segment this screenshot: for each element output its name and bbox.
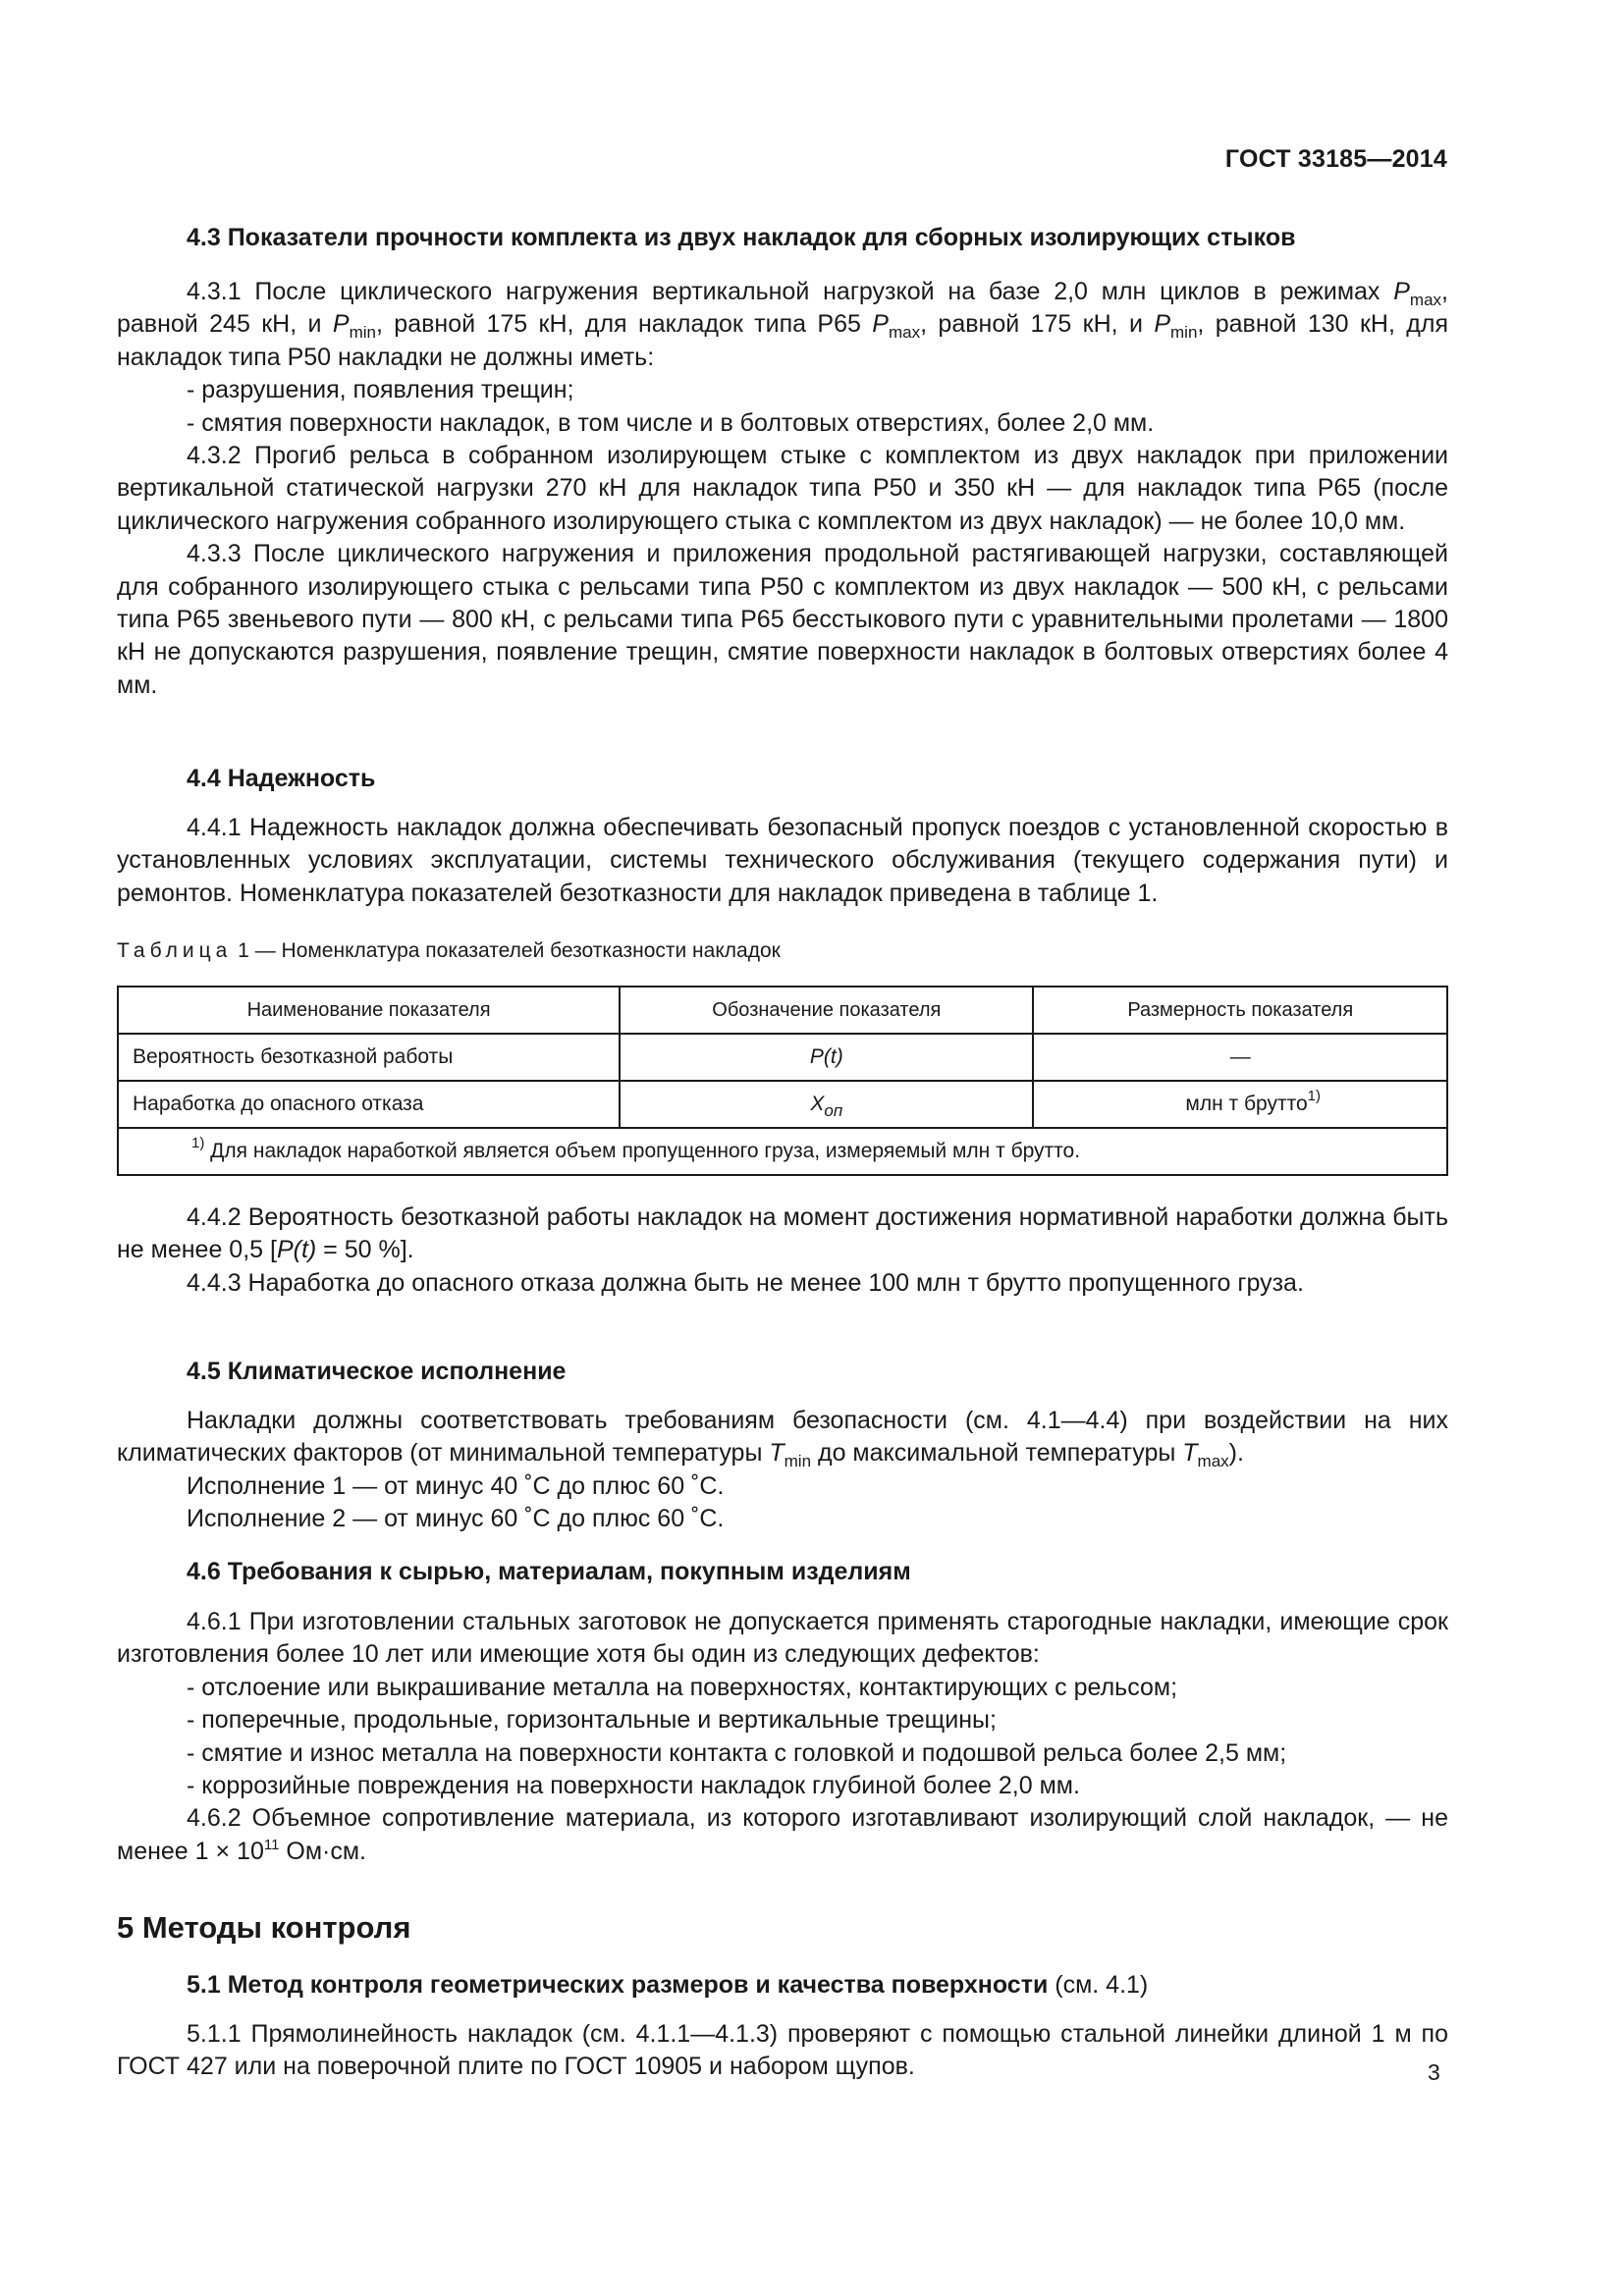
paragraph-4-5: Накладки должны соответствовать требованиям безопасности (см. 4.1—4.4) при воздействии на них климатических факторов (от минимальной температуры $T_{min}$ до максимальной температуры $T_{max}$). (117, 1407, 1448, 1471)
list-item: - разрушения, появления трещин; (187, 376, 574, 404)
table-footnote: $^{1)}$ Для накладок наработкой является объем пропущенного груза, измеряемый млн т брутто. (118, 1128, 1447, 1175)
list-item: - коррозийные повреждения на поверхности накладок глубиной более 2,0 мм. (187, 1772, 1080, 1800)
table-cell: Наработка до опасного отказа (118, 1081, 620, 1128)
paragraph-4-3-1: 4.3.1 После циклического нагружения вертикальной нагрузкой на базе 2,0 млн циклов в режимах $P_{max}$, равной 245 кН, и $P_{min}$, равной 175 кН, для накладок типа Р65 $P_{max}$, равной 175 кН, и $P_{min}$, равной 130 кН, для накладок типа Р50 накладки не должны иметь: (117, 278, 1448, 371)
section-heading: 4.3 Показатели прочности комплекта из двух накладок для сборных изолирующих стыков (187, 224, 1296, 251)
page-number: 3 (1428, 2059, 1440, 2085)
paragraph-4-6-1: 4.6.1 При изготовлении стальных заготовок не допускается применять старогодные накладки, имеющие срок изготовления более 10 лет или имеющие хотя бы один из следующих дефектов: (117, 1608, 1448, 1669)
paragraph-4-4-1: 4.4.1 Надежность накладок должна обеспечивать безопасный пропуск поездов с установленной скоростью в установленных условиях эксплуатации, системы технического обслуживания (текущего содержания пути) и ремонтов. Номенклатура показателей безотказности для накладок приведена в таблице 1. (117, 814, 1448, 907)
table-row (118, 1034, 1447, 1081)
section-4-5 (117, 1355, 1448, 1388)
list-item: Исполнение 1 — от минус 40 ˚С до плюс 60 ˚С. (187, 1471, 725, 1500)
list-item: - отслоение или выкрашивание металла на поверхностях, контактирующих с рельсом; (187, 1673, 1178, 1701)
paragraph-5-1-1: 5.1.1 Прямолинейность накладок (см. 4.1.1—4.1.3) проверяют с помощью стальной линейки длиной 1 м по ГОСТ 427 или на поверочной плите по ГОСТ 10905 и набором щупов. (117, 2020, 1448, 2081)
section-4-4-body-2 (117, 1201, 1448, 1300)
section-heading: 4.6 Требования к сырью, материалам, покупным изделиям (187, 1558, 911, 1585)
list-item: - смятия поверхности накладок, в том числе и в болтовых отверстиях, более 2,0 мм. (187, 408, 1155, 437)
section-heading: 4.5 Климатическое исполнение (187, 1358, 567, 1385)
list-item: - смятие и износ металла на поверхности контакта с головкой и подошвой рельса более 2,5 мм; (187, 1738, 1287, 1767)
section-5 (117, 1908, 1448, 1948)
table-header-cell: Обозначение показателя (620, 987, 1033, 1034)
table-cell: P(t) (620, 1034, 1033, 1081)
table-cell: $X_{оп}$ (620, 1081, 1033, 1128)
paragraph-4-4-3: 4.4.3 Наработка до опасного отказа должна быть не менее 100 млн т брутто пропущенного груза. (187, 1268, 1304, 1297)
section-4-6 (117, 1555, 1448, 1588)
caption-word: Таблица (117, 939, 233, 962)
table-row (118, 1081, 1447, 1128)
section-4-3 (117, 221, 1448, 254)
table-caption (117, 936, 1448, 966)
caption-text: 1 — Номенклатура показателей безотказности накладок (232, 939, 781, 962)
table-cell: млн т брутто$^{1)}$ (1033, 1081, 1447, 1128)
paragraph-4-4-2: 4.4.2 Вероятность безотказной работы накладок на момент достижения нормативной наработки должна быть не менее 0,5 [P(t) = 50 %]. (117, 1203, 1448, 1264)
table-header-row (118, 987, 1447, 1034)
list-item: Исполнение 2 — от минус 60 ˚С до плюс 60 ˚С. (187, 1505, 725, 1533)
list-item: - поперечные, продольные, горизонтальные и вертикальные трещины; (187, 1706, 997, 1735)
document-header: ГОСТ 33185—2014 (1224, 145, 1447, 173)
chapter-heading: 5 Методы контроля (117, 1910, 411, 1945)
table-header-cell: Размерность показателя (1033, 987, 1447, 1034)
table-1 (117, 986, 1448, 1176)
paragraph-4-3-3: 4.3.3 После циклического нагружения и приложения продольной растягивающей нагрузки, составляющей для собранного изолирующего стыка с рельсами типа Р50 с комплектом из двух накладок — 500 кН, с рельсами типа Р65 звеньевого пути — 800 кН, с рельсами типа Р65 бесстыкового пути с уравнительными пролетами — 1800 кН не допускаются разрушения, появление трещин, смятие поверхности накладок в болтовых отверстиях более 4 мм. (117, 540, 1448, 699)
paragraph-4-6-2: 4.6.2 Объемное сопротивление материала, из которого изготавливают изолирующий слой накладок, — не менее $1 \times 10^{11}$ Ом·см. (117, 1804, 1448, 1865)
section-4-5-body (117, 1405, 1448, 1536)
paragraph-4-3-2: 4.3.2 Прогиб рельса в собранном изолирующем стыке с комплектом из двух накладок при приложении вертикальной статической нагрузки 270 кН для накладок типа Р50 и 350 кН — для накладок типа Р65 (после циклического нагружения собранного изолирующего стыка с комплектом из двух накладок) — не более 10,0 мм. (117, 442, 1448, 535)
table-footnote-row (118, 1128, 1447, 1175)
section-5-1 (117, 1968, 1448, 2002)
section-heading: 5.1 Метод контроля геометрических размеров и качества поверхности (см. 4.1) (187, 1971, 1149, 1999)
section-4-4-body (117, 812, 1448, 910)
table-cell: — (1033, 1034, 1447, 1081)
section-heading: 4.4 Надежность (187, 765, 376, 792)
section-4-6-body (117, 1606, 1448, 1868)
table-header-cell: Наименование показателя (118, 987, 620, 1034)
section-4-4 (117, 762, 1448, 795)
section-4-3-body (117, 276, 1448, 702)
section-5-1-body (117, 2018, 1448, 2084)
table-cell: Вероятность безотказной работы (118, 1034, 620, 1081)
